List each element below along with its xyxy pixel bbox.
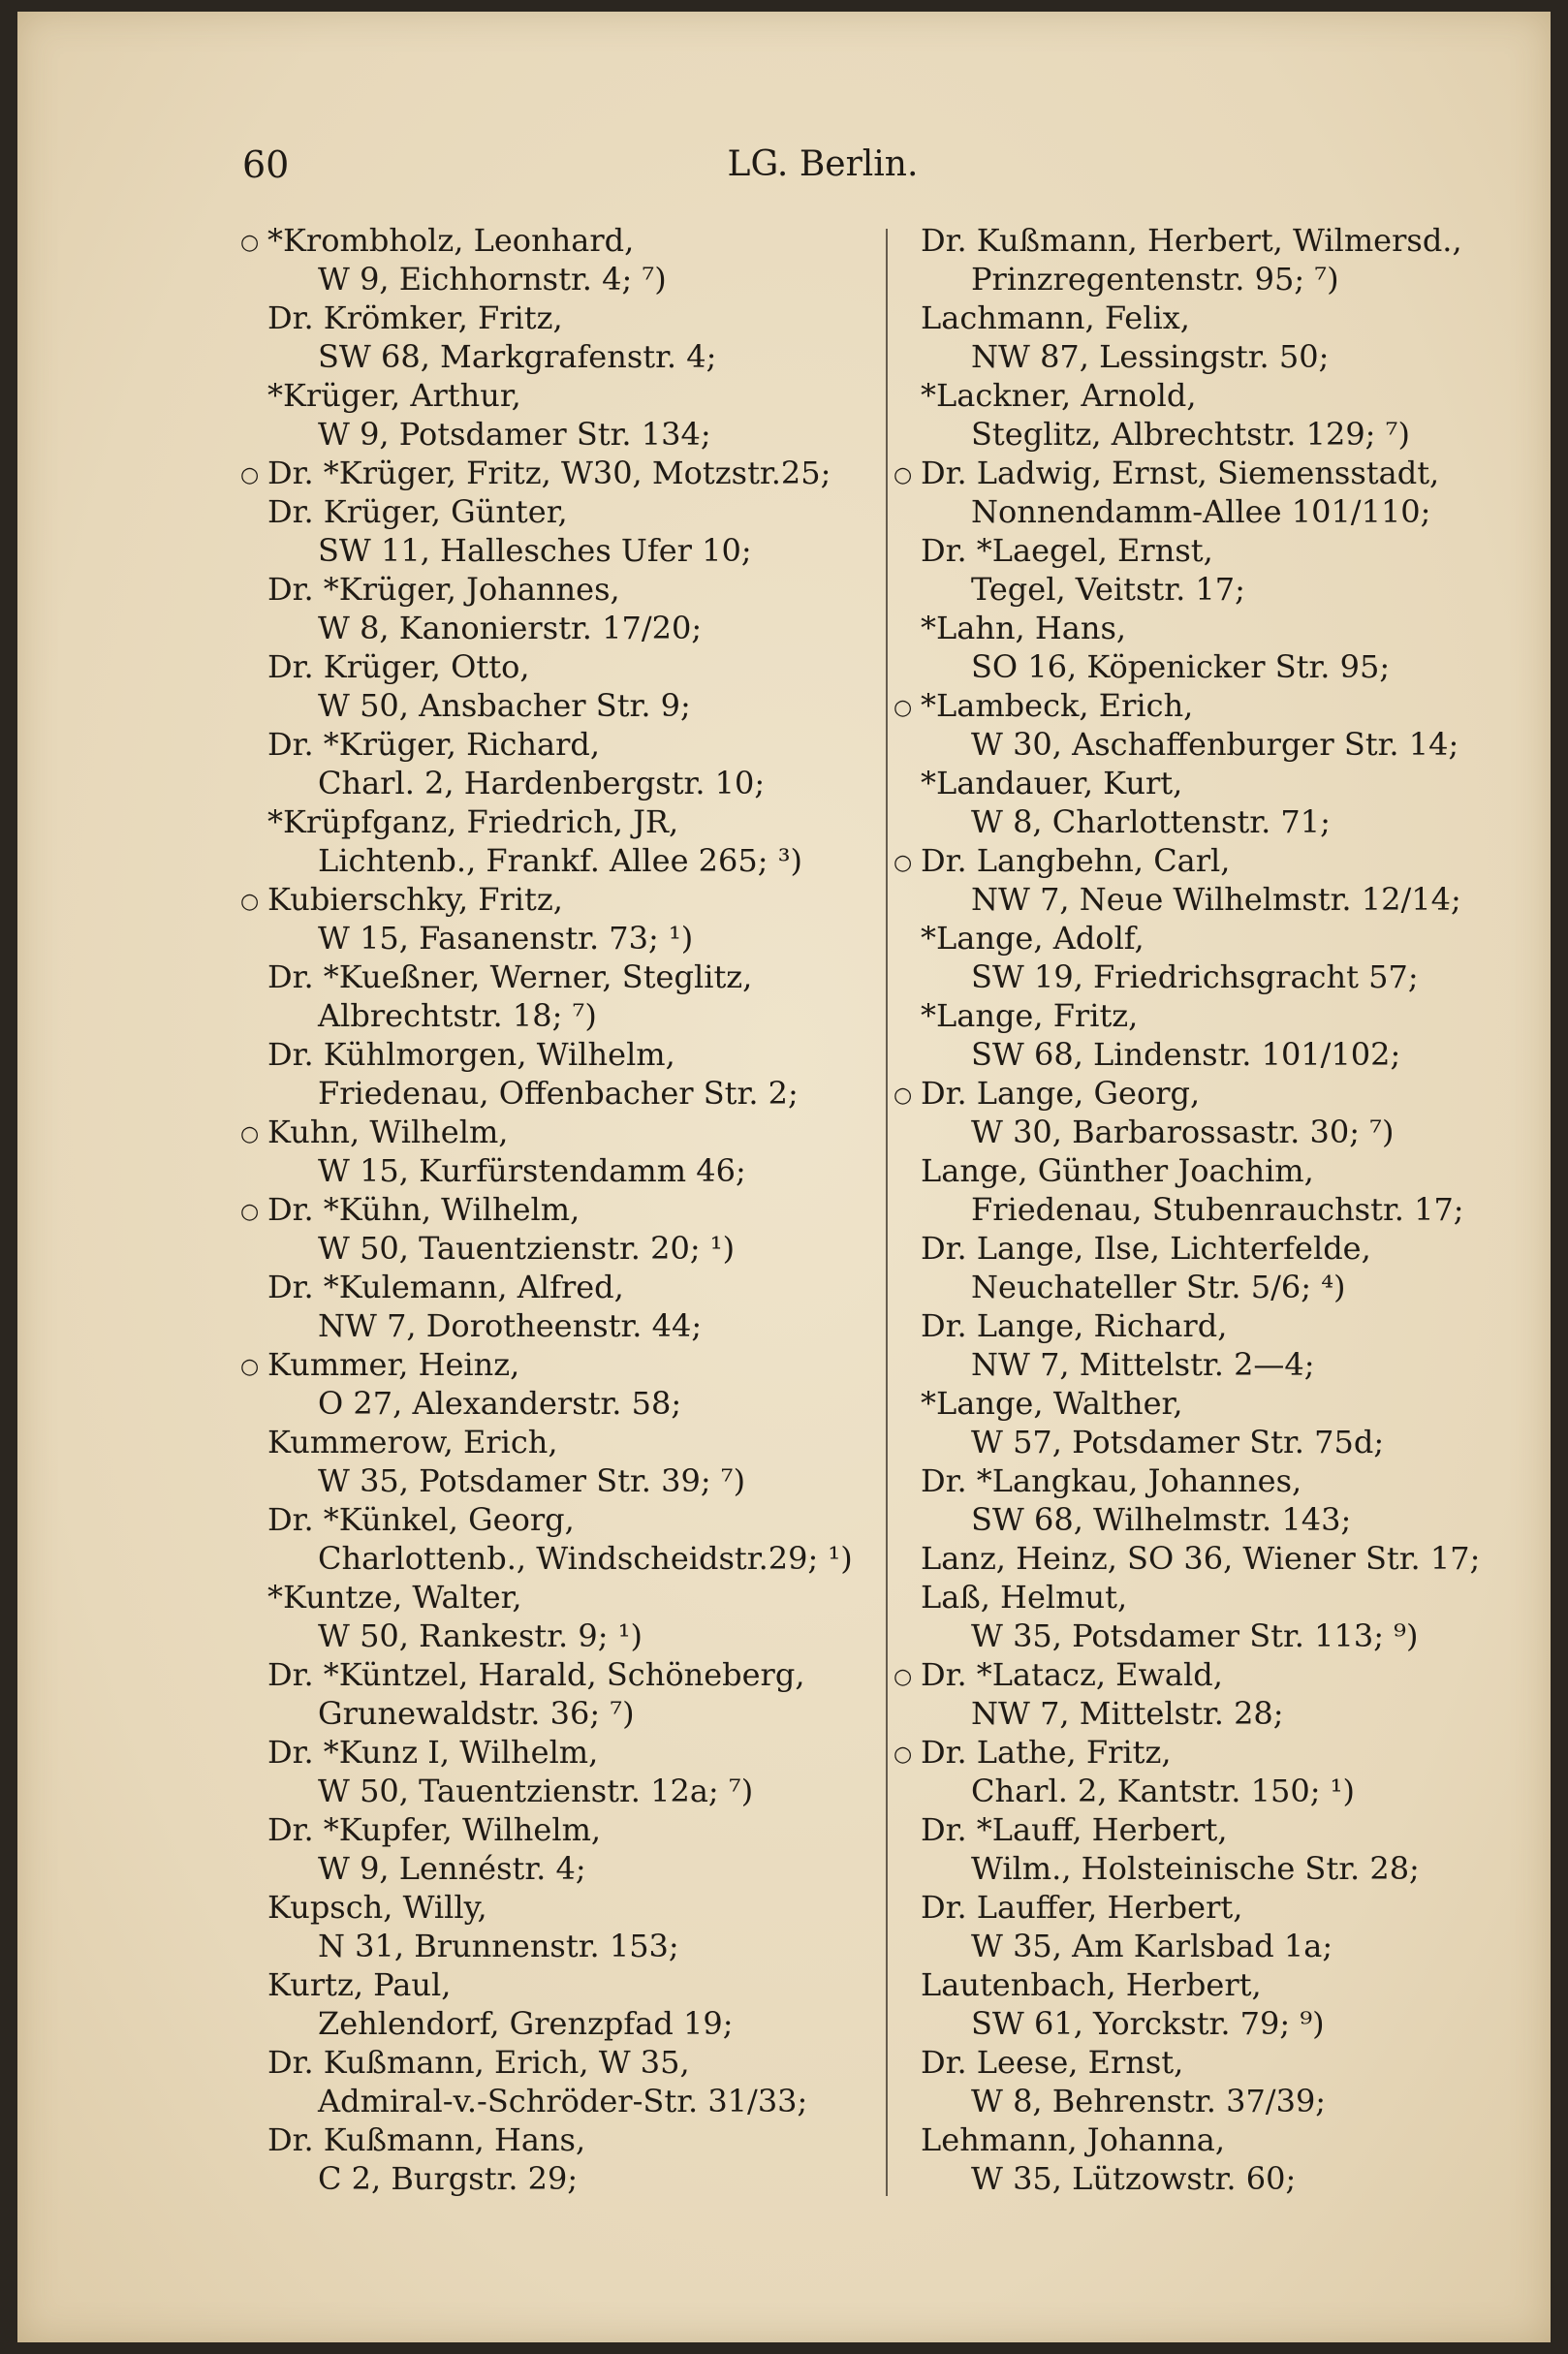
directory-entry: [240, 1965, 880, 2043]
entry-name-text: Dr. *Krüger, Fritz, W30, Motzstr.25;: [267, 455, 831, 491]
entry-address-line: Wilm., Holsteinische Str. 28;: [971, 1850, 1420, 1887]
entry-address-line: SW 68, Wilhelmstr. 143;: [971, 1501, 1352, 1538]
entry-name-text: Lachmann, Felix,: [921, 299, 1190, 336]
entry-name-line: [894, 996, 1533, 1035]
circle-mark-icon: ○: [894, 463, 913, 487]
entry-name-text: *Lange, Adolf,: [921, 920, 1145, 957]
entry-name-line: [894, 1888, 1533, 1927]
entry-name-text: Kubierschky, Fritz,: [267, 881, 563, 918]
entry-name-line: [240, 454, 880, 492]
entry-name-line: [240, 2120, 880, 2159]
directory-entry: [894, 1074, 1533, 1151]
entry-name-line: [240, 1113, 880, 1151]
directory-entry: [240, 1345, 880, 1423]
entry-name-text: Dr. Kußmann, Herbert, Wilmersd.,: [921, 222, 1462, 259]
entry-address-line: SO 16, Köpenicker Str. 95;: [971, 648, 1391, 685]
entry-name-line: [894, 1965, 1533, 2004]
running-title: LG. Berlin.: [727, 144, 919, 184]
directory-entry: [240, 221, 880, 298]
entry-name-line: [894, 376, 1533, 415]
circle-mark-icon: ○: [240, 231, 260, 255]
entry-name-line: [894, 1151, 1533, 1190]
entry-address-line: W 50, Rankestr. 9; ¹): [318, 1617, 643, 1654]
directory-entry: [240, 802, 880, 880]
right-column: [894, 221, 1533, 2198]
circle-mark-icon: ○: [894, 696, 913, 720]
entry-name-line: [894, 1306, 1533, 1345]
directory-entry: [240, 1268, 880, 1345]
entry-address-line: W 8, Behrenstr. 37/39;: [971, 2083, 1327, 2119]
entry-name-line: [894, 1578, 1533, 1616]
entry-address-line: Friedenau, Stubenrauchstr. 17;: [971, 1191, 1464, 1228]
directory-entry: [894, 1888, 1533, 1965]
directory-entry: [894, 454, 1533, 531]
circle-mark-icon: ○: [894, 1083, 913, 1108]
entry-name-line: [894, 531, 1533, 570]
entry-name-line: [894, 221, 1533, 260]
entry-name-line: [240, 1810, 880, 1849]
entry-name-line: [240, 1655, 880, 1694]
directory-entry: [240, 454, 880, 492]
circle-mark-icon: ○: [240, 1200, 260, 1224]
directory-entry: [894, 686, 1533, 764]
entry-name-text: Dr. *Lauff, Herbert,: [921, 1811, 1228, 1848]
directory-entry: [894, 1384, 1533, 1461]
directory-entry: [240, 647, 880, 725]
entry-name-text: *Krüger, Arthur,: [267, 377, 521, 414]
entry-name-line: [894, 298, 1533, 337]
entry-name-text: Kuhn, Wilhelm,: [267, 1114, 509, 1150]
circle-mark-icon: ○: [240, 463, 260, 487]
entry-name-text: Kurtz, Paul,: [267, 1966, 452, 2003]
entry-name-line: [894, 1229, 1533, 1268]
entry-address-line: W 9, Potsdamer Str. 134;: [318, 416, 711, 453]
entry-address-line: Grunewaldstr. 36; ⁷): [318, 1695, 635, 1732]
entry-name-text: Dr. *Langkau, Johannes,: [921, 1462, 1302, 1499]
entry-name-line: [240, 1500, 880, 1539]
directory-entry: [240, 880, 880, 957]
entry-address-line: W 30, Aschaffenburger Str. 14;: [971, 726, 1459, 763]
entry-name-line: [894, 1655, 1533, 1694]
circle-mark-icon: ○: [240, 890, 260, 914]
entry-address-line: W 9, Lennéstr. 4;: [318, 1850, 586, 1887]
entry-name-text: Dr. Krüger, Otto,: [267, 648, 530, 685]
circle-mark-icon: ○: [240, 1355, 260, 1379]
entry-address-line: W 35, Potsdamer Str. 113; ⁹): [971, 1617, 1419, 1654]
entry-name-text: *Krüpfganz, Friedrich, JR,: [267, 803, 679, 840]
directory-entry: [240, 2043, 880, 2120]
directory-entry: [240, 1578, 880, 1655]
entry-name-text: *Kuntze, Walter,: [267, 1579, 522, 1616]
entry-name-text: Dr. Ladwig, Ernst, Siemensstadt,: [921, 455, 1440, 491]
entry-name-line: [240, 492, 880, 531]
entry-address-line: Tegel, Veitstr. 17;: [971, 571, 1245, 608]
entry-address-line: Charl. 2, Hardenbergstr. 10;: [318, 765, 766, 801]
directory-entry: [894, 2043, 1533, 2120]
entry-address-line: W 9, Eichhornstr. 4; ⁷): [318, 261, 667, 298]
entry-name-line: [240, 880, 880, 919]
entry-name-line: [894, 1810, 1533, 1849]
entry-name-line: [894, 686, 1533, 725]
directory-entry: [894, 1965, 1533, 2043]
entry-name-text: *Lahn, Hans,: [921, 610, 1127, 646]
directory-entry: [894, 1578, 1533, 1655]
entry-name-text: Kupsch, Willy,: [267, 1889, 487, 1926]
entry-name-text: Dr. Krömker, Fritz,: [267, 299, 563, 336]
entry-name-text: Dr. *Kühn, Wilhelm,: [267, 1191, 580, 1228]
entry-name-text: *Lambeck, Erich,: [921, 687, 1194, 724]
entry-address-line: W 35, Lützowstr. 60;: [971, 2160, 1297, 2197]
directory-entry: [894, 531, 1533, 609]
entry-address-line: W 30, Barbarossastr. 30; ⁷): [971, 1114, 1395, 1150]
directory-entry: [894, 764, 1533, 841]
directory-entry: [894, 1461, 1533, 1539]
entry-name-line: [240, 1035, 880, 1074]
entry-address-line: W 15, Fasanenstr. 73; ¹): [318, 920, 694, 957]
entry-name-line: [894, 454, 1533, 492]
entry-address-line: Friedenau, Offenbacher Str. 2;: [318, 1075, 799, 1112]
entry-name-line: [240, 802, 880, 841]
entry-name-line: [240, 1190, 880, 1229]
entry-name-text: Dr. Lange, Richard,: [921, 1307, 1228, 1344]
entry-name-text: Dr. Langbehn, Carl,: [921, 842, 1231, 879]
entry-name-text: Dr. Lange, Ilse, Lichterfelde,: [921, 1230, 1371, 1267]
entry-name-line: [894, 919, 1533, 957]
entry-address-line: Nonnendamm-Allee 101/110;: [971, 493, 1431, 530]
column-divider: [886, 229, 888, 2196]
page-header: [17, 136, 1551, 194]
directory-entry: [894, 376, 1533, 454]
entry-name-text: Dr. Kußmann, Hans,: [267, 2121, 586, 2158]
directory-entry: [240, 1733, 880, 1810]
directory-entry: [240, 298, 880, 376]
entry-address-line: SW 19, Friedrichsgracht 57;: [971, 958, 1419, 995]
entry-name-text: Dr. Lange, Georg,: [921, 1075, 1201, 1112]
entry-name-line: [894, 1384, 1533, 1423]
directory-entry: [894, 1306, 1533, 1384]
entry-name-text: Dr. *Krüger, Richard,: [267, 726, 601, 763]
entry-name-line: [240, 957, 880, 996]
entry-name-line: [240, 1423, 880, 1461]
entry-address-line: N 31, Brunnenstr. 153;: [318, 1928, 679, 1964]
directory-entry: [240, 1190, 880, 1268]
entry-name-line: [240, 1888, 880, 1927]
circle-mark-icon: ○: [240, 1122, 260, 1146]
directory-entry: [240, 570, 880, 647]
entry-name-text: Dr. *Kueßner, Werner, Steglitz,: [267, 958, 753, 995]
entry-address-line: W 8, Kanonierstr. 17/20;: [318, 610, 703, 646]
entry-address-line: SW 61, Yorckstr. 79; ⁹): [971, 2005, 1325, 2042]
entry-name-line: [240, 221, 880, 260]
entry-name-line: [894, 1074, 1533, 1113]
entry-address-line: Neuchateller Str. 5/6; ⁴): [971, 1269, 1346, 1305]
entry-name-line: [240, 2043, 880, 2082]
entry-name-line: [894, 1539, 1533, 1578]
directory-entry: [240, 725, 880, 802]
entry-address-line: NW 7, Dorotheenstr. 44;: [318, 1307, 703, 1344]
entry-name-text: *Lange, Fritz,: [921, 997, 1139, 1034]
directory-entry: [894, 1539, 1533, 1578]
entry-address-line: Prinzregentenstr. 95; ⁷): [971, 261, 1339, 298]
directory-entry: [894, 1151, 1533, 1229]
directory-entry: [240, 1423, 880, 1500]
directory-entry: [894, 841, 1533, 919]
entry-name-text: Dr. Lauffer, Herbert,: [921, 1889, 1243, 1926]
directory-entry: [894, 1229, 1533, 1306]
entry-address-line: W 57, Potsdamer Str. 75d;: [971, 1424, 1385, 1460]
entry-address-line: W 35, Potsdamer Str. 39; ⁷): [318, 1462, 746, 1499]
entry-name-text: Lanz, Heinz, SO 36, Wiener Str. 17;: [921, 1540, 1481, 1577]
entry-address-line: Admiral-v.-Schröder-Str. 31/33;: [318, 2083, 808, 2119]
entry-address-line: W 8, Charlottenstr. 71;: [971, 803, 1331, 840]
entry-name-line: [894, 2120, 1533, 2159]
directory-entry: [894, 919, 1533, 996]
entry-name-text: Dr. *Kunz I, Wilhelm,: [267, 1734, 599, 1771]
entry-name-text: Dr. *Kupfer, Wilhelm,: [267, 1811, 602, 1848]
entry-name-text: *Landauer, Kurt,: [921, 765, 1183, 801]
entry-address-line: Charlottenb., Windscheidstr.29; ¹): [318, 1540, 853, 1577]
left-column: [240, 221, 880, 2198]
directory-entry: [240, 957, 880, 1035]
entry-address-line: C 2, Burgstr. 29;: [318, 2160, 579, 2197]
entry-address-line: Albrechtstr. 18; ⁷): [318, 997, 597, 1034]
entry-name-text: Kummerow, Erich,: [267, 1424, 558, 1460]
entry-name-text: Lautenbach, Herbert,: [921, 1966, 1262, 2003]
entry-name-line: [240, 298, 880, 337]
entry-address-line: W 35, Am Karlsbad 1a;: [971, 1928, 1333, 1964]
circle-mark-icon: ○: [894, 851, 913, 875]
entry-address-line: Charl. 2, Kantstr. 150; ¹): [971, 1773, 1355, 1809]
directory-page: [17, 12, 1551, 2342]
entry-name-text: Dr. *Latacz, Ewald,: [921, 1656, 1223, 1693]
directory-entry: [894, 1655, 1533, 1733]
entry-address-line: Lichtenb., Frankf. Allee 265; ³): [318, 842, 803, 879]
directory-entry: [240, 1113, 880, 1190]
entry-name-line: [240, 1965, 880, 2004]
directory-entry: [894, 1733, 1533, 1810]
entry-address-line: W 15, Kurfürstendamm 46;: [318, 1152, 746, 1189]
entry-name-text: Dr. *Küntzel, Harald, Schöneberg,: [267, 1656, 805, 1693]
entry-address-line: Steglitz, Albrechtstr. 129; ⁷): [971, 416, 1410, 453]
entry-name-line: [894, 841, 1533, 880]
entry-name-text: Lehmann, Johanna,: [921, 2121, 1226, 2158]
entry-name-line: [240, 725, 880, 764]
directory-entry: [240, 1035, 880, 1113]
entry-name-text: Dr. *Laegel, Ernst,: [921, 532, 1213, 569]
entry-name-text: Laß, Helmut,: [921, 1579, 1128, 1616]
directory-entry: [894, 996, 1533, 1074]
entry-name-line: [240, 570, 880, 609]
entry-address-line: W 50, Tauentzienstr. 20; ¹): [318, 1230, 736, 1267]
entry-name-line: [240, 376, 880, 415]
directory-entry: [894, 298, 1533, 376]
entry-name-text: Dr. *Künkel, Georg,: [267, 1501, 575, 1538]
directory-entry: [240, 492, 880, 570]
entry-name-line: [240, 1733, 880, 1772]
entry-address-line: SW 68, Lindenstr. 101/102;: [971, 1036, 1401, 1073]
page-number: 60: [242, 143, 290, 186]
entry-name-line: [894, 764, 1533, 802]
directory-entry: [240, 2120, 880, 2198]
entry-name-text: Lange, Günther Joachim,: [921, 1152, 1314, 1189]
entry-name-line: [894, 1733, 1533, 1772]
entry-address-line: NW 7, Neue Wilhelmstr. 12/14;: [971, 881, 1461, 918]
entry-name-text: Dr. *Krüger, Johannes,: [267, 571, 620, 608]
entry-address-line: W 50, Ansbacher Str. 9;: [318, 687, 691, 724]
entry-address-line: Zehlendorf, Grenzpfad 19;: [318, 2005, 734, 2042]
entry-name-text: *Krombholz, Leonhard,: [267, 222, 635, 259]
entry-name-text: Dr. *Kulemann, Alfred,: [267, 1269, 624, 1305]
directory-entry: [240, 1810, 880, 1888]
entry-name-text: *Lange, Walther,: [921, 1385, 1183, 1422]
entry-address-line: NW 7, Mittelstr. 28;: [971, 1695, 1284, 1732]
entry-name-text: *Lackner, Arnold,: [921, 377, 1197, 414]
directory-entry: [240, 1655, 880, 1733]
entry-name-text: Dr. Leese, Ernst,: [921, 2044, 1184, 2081]
entry-name-line: [894, 1461, 1533, 1500]
entry-address-line: NW 7, Mittelstr. 2—4;: [971, 1346, 1315, 1383]
entry-name-line: [240, 1578, 880, 1616]
entry-address-line: O 27, Alexanderstr. 58;: [318, 1385, 682, 1422]
directory-entry: [240, 376, 880, 454]
entry-address-line: SW 11, Hallesches Ufer 10;: [318, 532, 752, 569]
entry-name-text: Kummer, Heinz,: [267, 1346, 520, 1383]
circle-mark-icon: ○: [894, 1742, 913, 1767]
entry-name-line: [240, 647, 880, 686]
entry-name-text: Dr. Krüger, Günter,: [267, 493, 568, 530]
entry-name-text: Dr. Kußmann, Erich, W 35,: [267, 2044, 690, 2081]
entry-name-text: Dr. Lathe, Fritz,: [921, 1734, 1172, 1771]
circle-mark-icon: ○: [894, 1665, 913, 1689]
directory-entry: [894, 609, 1533, 686]
directory-entry: [894, 1810, 1533, 1888]
entry-address-line: NW 87, Lessingstr. 50;: [971, 338, 1330, 375]
entry-name-line: [894, 2043, 1533, 2082]
entry-address-line: W 50, Tauentzienstr. 12a; ⁷): [318, 1773, 754, 1809]
entry-name-text: Dr. Kühlmorgen, Wilhelm,: [267, 1036, 675, 1073]
directory-entry: [894, 221, 1533, 298]
entry-name-line: [240, 1345, 880, 1384]
entry-address-line: SW 68, Markgrafenstr. 4;: [318, 338, 717, 375]
directory-entry: [894, 2120, 1533, 2198]
entry-name-line: [240, 1268, 880, 1306]
entry-name-line: [894, 609, 1533, 647]
directory-entry: [240, 1500, 880, 1578]
directory-entry: [240, 1888, 880, 1965]
